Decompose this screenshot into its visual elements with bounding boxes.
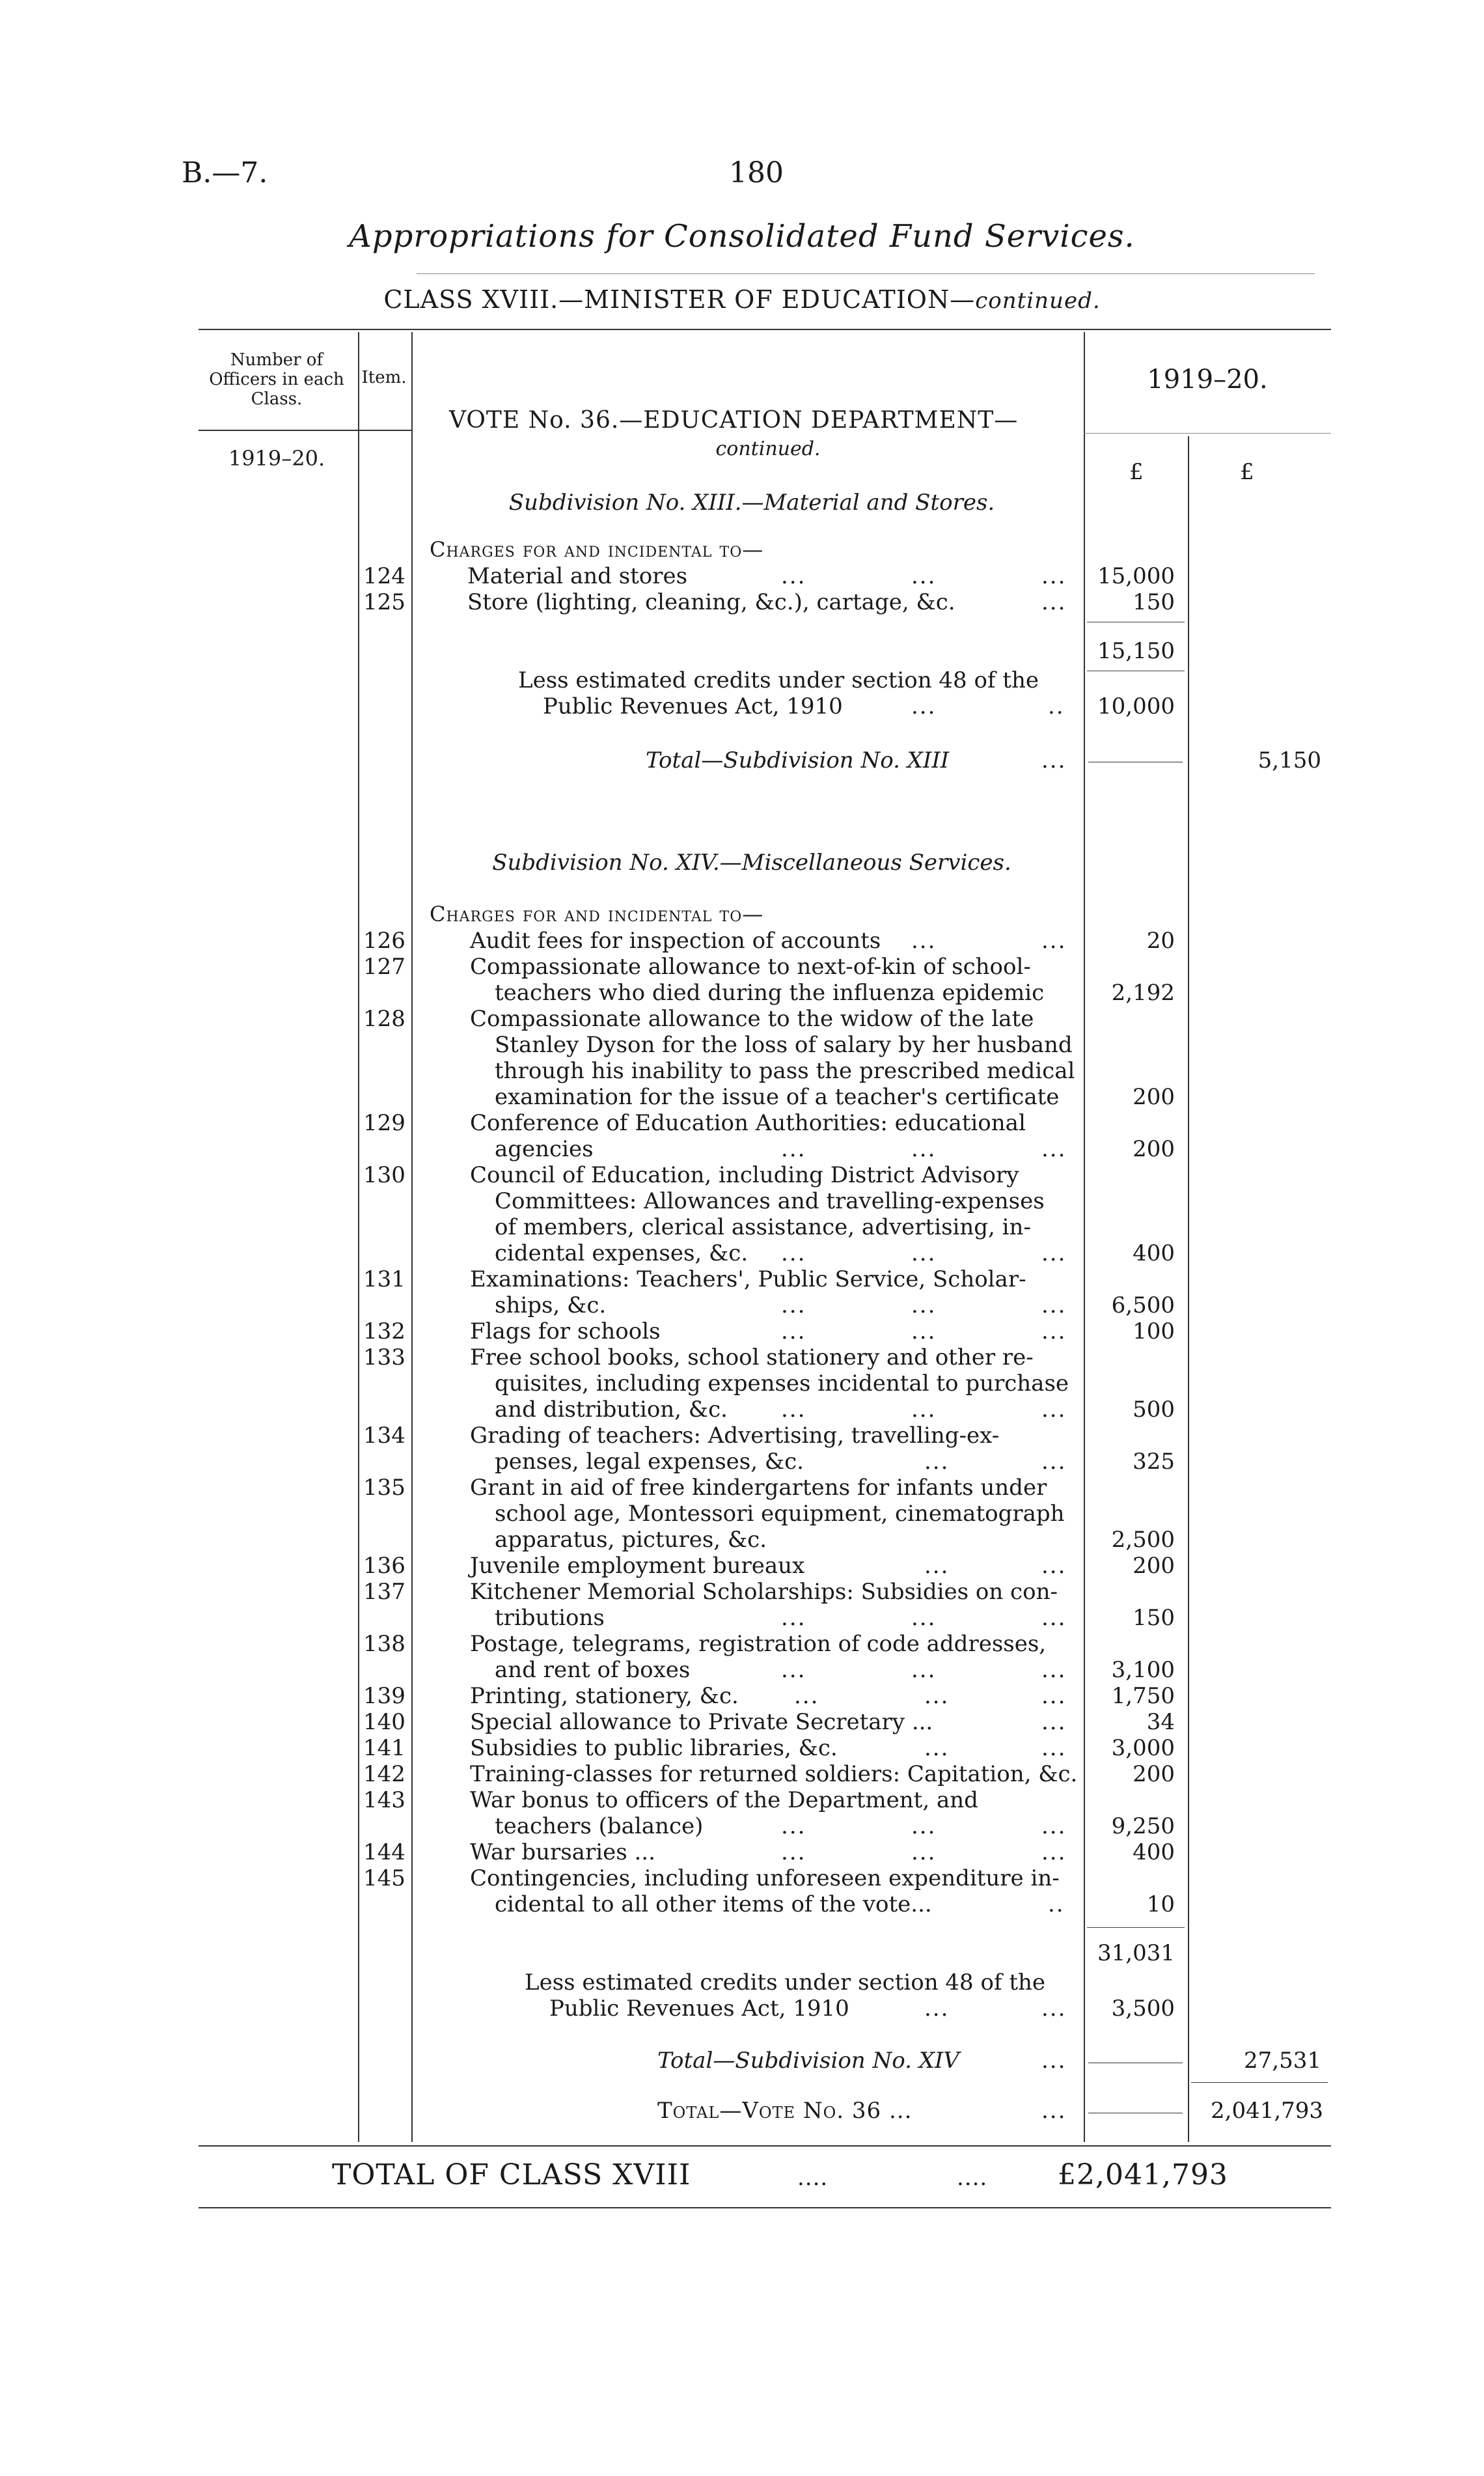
item-description: cidental expenses, &c. bbox=[495, 1240, 749, 1266]
page-reference: B.—7. bbox=[182, 156, 268, 189]
item-amount: 400 bbox=[1133, 1240, 1175, 1266]
item-description: tributions bbox=[495, 1605, 605, 1631]
officers-year: 1919–20. bbox=[228, 446, 325, 471]
amount-year: 1919–20. bbox=[1147, 365, 1268, 395]
col-rule-amount bbox=[1084, 332, 1085, 2142]
leader-dots: ... bbox=[781, 1292, 806, 1318]
item-description: Subsidies to public libraries, &c. bbox=[470, 1735, 838, 1761]
class-total-amount: £2,041,793 bbox=[1058, 2158, 1228, 2191]
leader-dots: ... bbox=[781, 1657, 806, 1683]
item-description: Council of Education, including District Advisory bbox=[470, 1162, 1019, 1188]
leader-dots: .. bbox=[1048, 693, 1065, 719]
vote-title: VOTE No. 36.—EDUCATION DEPARTMENT— bbox=[449, 407, 1019, 434]
item-description: Special allowance to Private Secretary ... bbox=[470, 1709, 933, 1735]
item-number: 132 bbox=[363, 1318, 405, 1344]
item-description: War bonus to officers of the Department, and bbox=[470, 1787, 978, 1813]
item-amount: 9,250 bbox=[1111, 1813, 1175, 1839]
leader-dots: ... bbox=[911, 928, 937, 954]
item-amount: 34 bbox=[1146, 1709, 1175, 1735]
item-description: Compassionate allowance to next-of-kin of school- bbox=[470, 954, 1031, 980]
item-description: Store (lighting, cleaning, &c.), cartage, &c. bbox=[467, 589, 955, 615]
class-total-label: TOTAL OF CLASS XVIII bbox=[332, 2158, 691, 2191]
leader-dots: ... bbox=[1041, 1813, 1067, 1839]
item-number: 126 bbox=[363, 928, 405, 954]
item-description: Training-classes for returned soldiers: Capitation, &c. bbox=[470, 1761, 1078, 1787]
class-total-top-rule bbox=[199, 2145, 1331, 2147]
less-credits-amount: 3,500 bbox=[1111, 1996, 1175, 2022]
leader-dots: ... bbox=[1041, 1240, 1067, 1266]
item-amount: 10 bbox=[1146, 1891, 1175, 1917]
item-amount: 200 bbox=[1133, 1136, 1175, 1162]
item-description: Printing, stationery, &c. bbox=[470, 1683, 739, 1709]
leader-dots: ... bbox=[1041, 2048, 1067, 2074]
leader-dots: ... bbox=[781, 1318, 806, 1344]
item-description: Committees: Allowances and travelling-expenses bbox=[495, 1188, 1045, 1214]
col-rule-item bbox=[411, 332, 413, 2142]
pound-sign: £ bbox=[1129, 459, 1144, 485]
leader-dots: ... bbox=[911, 1813, 937, 1839]
leader-dots: .... bbox=[957, 2165, 988, 2191]
item-amount: 200 bbox=[1133, 1553, 1175, 1579]
item-amount: 200 bbox=[1133, 1761, 1175, 1787]
leader-dots: ... bbox=[1041, 928, 1067, 954]
leader-dots: .... bbox=[797, 2165, 829, 2191]
item-amount: 150 bbox=[1133, 1605, 1175, 1631]
less-credits-line2: Public Revenues Act, 1910 bbox=[549, 1996, 849, 2022]
item-number: 140 bbox=[363, 1709, 405, 1735]
item-description: Grant in aid of free kindergartens for infants under bbox=[470, 1475, 1047, 1501]
leader-dots: ... bbox=[911, 563, 937, 589]
subdivision-heading: Subdivision No. XIV.—Miscellaneous Services. bbox=[492, 850, 1011, 876]
leader-dots: ... bbox=[1041, 1996, 1067, 2022]
leader-dots: ... bbox=[911, 1605, 937, 1631]
leader-dots: ... bbox=[1041, 1735, 1067, 1761]
item-description: apparatus, pictures, &c. bbox=[495, 1527, 767, 1553]
item-number: 142 bbox=[363, 1761, 405, 1787]
vote-total-label: Total—Vote No. 36 ... bbox=[657, 2098, 913, 2124]
item-number: 145 bbox=[363, 1865, 405, 1891]
item-amount: 2,500 bbox=[1111, 1527, 1175, 1553]
item-description: teachers who died during the influenza epidemic bbox=[495, 980, 1045, 1006]
item-description: Contingencies, including unforeseen expenditure in- bbox=[470, 1865, 1060, 1891]
item-number: 136 bbox=[363, 1553, 405, 1579]
leader-dots: ... bbox=[911, 1839, 937, 1865]
leader-dots: ... bbox=[1041, 1449, 1067, 1475]
item-column-header: Item. bbox=[361, 368, 407, 387]
leader-dots: ... bbox=[1041, 1839, 1067, 1865]
item-description: Examinations: Teachers', Public Service, Scholar- bbox=[470, 1266, 1026, 1292]
col-rule-officers bbox=[358, 332, 359, 2142]
item-description: school age, Montessori equipment, cinematograph bbox=[495, 1501, 1065, 1527]
item-description: Compassionate allowance to the widow of the late bbox=[470, 1006, 1034, 1032]
leader-dots: ... bbox=[924, 1553, 950, 1579]
item-amount: 15,000 bbox=[1097, 563, 1175, 589]
item-number: 125 bbox=[363, 589, 405, 615]
item-description: penses, legal expenses, &c. bbox=[495, 1449, 804, 1475]
leader-dots: ... bbox=[911, 1318, 937, 1344]
leader-dots: ... bbox=[1041, 1136, 1067, 1162]
leader-dots: ... bbox=[1041, 1292, 1067, 1318]
less-credits-amount: 10,000 bbox=[1097, 693, 1175, 719]
item-description: Audit fees for inspection of accounts bbox=[470, 928, 881, 954]
item-number: 144 bbox=[363, 1839, 405, 1865]
item-description: Free school books, school stationery and other re- bbox=[470, 1344, 1034, 1370]
subdivision-total: 5,150 bbox=[1257, 747, 1321, 773]
vote-total-amount: 2,041,793 bbox=[1211, 2098, 1324, 2124]
item-description: through his inability to pass the prescribed medical bbox=[495, 1058, 1075, 1084]
item-description: ships, &c. bbox=[495, 1292, 607, 1318]
pound-sign: £ bbox=[1240, 459, 1254, 485]
subdivision-total: 27,531 bbox=[1244, 2048, 1321, 2074]
item-description: cidental to all other items of the vote... bbox=[495, 1891, 932, 1917]
item-amount: 3,000 bbox=[1111, 1735, 1175, 1761]
item-amount: 150 bbox=[1133, 589, 1175, 615]
item-description: and rent of boxes bbox=[495, 1657, 691, 1683]
item-amount: 400 bbox=[1133, 1839, 1175, 1865]
leader-dots: ... bbox=[781, 1839, 806, 1865]
class-total-bottom-rule bbox=[199, 2207, 1331, 2208]
item-description: Juvenile employment bureaux bbox=[470, 1553, 805, 1579]
leader-dots: ... bbox=[781, 1605, 806, 1631]
less-credits-line1: Less estimated credits under section 48 of the bbox=[518, 667, 1039, 693]
leader-dots: ... bbox=[1041, 1657, 1067, 1683]
leader-dots: ... bbox=[781, 563, 806, 589]
item-description: and distribution, &c. bbox=[495, 1397, 728, 1423]
total-rule bbox=[1191, 2082, 1328, 2083]
page-title: Appropriations for Consolidated Fund Services. bbox=[349, 218, 1135, 255]
item-description: War bursaries ... bbox=[470, 1839, 655, 1865]
item-number: 143 bbox=[363, 1787, 405, 1813]
subdivision-total-label: Total—Subdivision No. XIV bbox=[657, 2048, 959, 2074]
less-credits-line2: Public Revenues Act, 1910 bbox=[543, 693, 843, 719]
year-head-rule bbox=[1084, 433, 1331, 434]
item-amount: 3,100 bbox=[1111, 1657, 1175, 1683]
leader-dots: ... bbox=[1041, 1709, 1067, 1735]
item-amount: 200 bbox=[1133, 1084, 1175, 1110]
page-number: 180 bbox=[729, 156, 784, 189]
subtotal-rule bbox=[1087, 1927, 1185, 1928]
item-amount: 100 bbox=[1133, 1318, 1175, 1344]
leader-dots: ... bbox=[1041, 1605, 1067, 1631]
leader-dots: ... bbox=[1041, 589, 1067, 615]
leader-dots: ... bbox=[1041, 1318, 1067, 1344]
item-description: of members, clerical assistance, advertising, in- bbox=[495, 1214, 1031, 1240]
subtotal-amount: 15,150 bbox=[1097, 638, 1175, 664]
item-number: 137 bbox=[363, 1579, 405, 1605]
leader-dots: ... bbox=[911, 693, 937, 719]
officers-column-header: Number of Officers in each Class. bbox=[209, 350, 344, 409]
item-description: quisites, including expenses incidental to purchase bbox=[495, 1370, 1069, 1397]
leader-dots: ... bbox=[781, 1397, 806, 1423]
leader-dots: ... bbox=[1041, 1683, 1067, 1709]
item-description: agencies bbox=[495, 1136, 594, 1162]
item-description: teachers (balance) bbox=[495, 1813, 704, 1839]
item-number: 131 bbox=[363, 1266, 405, 1292]
leader-dots: ... bbox=[911, 1136, 937, 1162]
leader-dots: ... bbox=[1041, 563, 1067, 589]
charges-heading: Charges for and incidental to— bbox=[430, 537, 764, 562]
leader-dots: ... bbox=[911, 1292, 937, 1318]
leader-dots: ... bbox=[911, 1657, 937, 1683]
leader-dots: ... bbox=[924, 1683, 950, 1709]
leader-dots: ... bbox=[781, 1136, 806, 1162]
leader-dots: ... bbox=[1041, 747, 1067, 773]
leader-dots: ... bbox=[924, 1449, 950, 1475]
item-number: 128 bbox=[363, 1006, 405, 1032]
item-description: Stanley Dyson for the loss of salary by her husband bbox=[495, 1032, 1073, 1058]
subtotal-amount: 31,031 bbox=[1097, 1940, 1175, 1966]
leader-dots: ... bbox=[911, 1240, 937, 1266]
item-description: Kitchener Memorial Scholarships: Subsidies on con- bbox=[470, 1579, 1058, 1605]
col-rule-total bbox=[1188, 436, 1189, 2142]
leader-dots: ... bbox=[794, 1683, 819, 1709]
item-amount: 1,750 bbox=[1111, 1683, 1175, 1709]
item-amount: 6,500 bbox=[1111, 1292, 1175, 1318]
item-description: Flags for schools bbox=[470, 1318, 661, 1344]
item-description: Postage, telegrams, registration of code addresses, bbox=[470, 1631, 1047, 1657]
leader-dots: .. bbox=[1048, 1891, 1065, 1917]
leader-dots: ... bbox=[924, 1996, 950, 2022]
item-description: Grading of teachers: Advertising, travelling-ex- bbox=[470, 1423, 1000, 1449]
item-amount: 20 bbox=[1146, 928, 1175, 954]
item-number: 135 bbox=[363, 1475, 405, 1501]
leader-dots: ... bbox=[1041, 2098, 1067, 2124]
class-heading: CLASS XVIII.—MINISTER OF EDUCATION—continued. bbox=[383, 285, 1101, 314]
divider bbox=[417, 273, 1315, 274]
item-amount: 500 bbox=[1133, 1397, 1175, 1423]
subdivision-heading: Subdivision No. XIII.—Material and Stores. bbox=[508, 490, 995, 516]
item-number: 141 bbox=[363, 1735, 405, 1761]
item-description: examination for the issue of a teacher's certificate bbox=[495, 1084, 1060, 1110]
item-number: 127 bbox=[363, 954, 405, 980]
item-number: 124 bbox=[363, 563, 405, 589]
item-number: 133 bbox=[363, 1344, 405, 1370]
charges-heading: Charges for and incidental to— bbox=[430, 902, 764, 926]
item-number: 129 bbox=[363, 1110, 405, 1136]
subdivision-total-label: Total—Subdivision No. XIII bbox=[646, 747, 950, 773]
leader-dots: ... bbox=[911, 1397, 937, 1423]
item-number: 138 bbox=[363, 1631, 405, 1657]
leader-dots: ... bbox=[924, 1735, 950, 1761]
item-description: Material and stores bbox=[467, 563, 688, 589]
item-amount: 325 bbox=[1133, 1449, 1175, 1475]
leader-dots: ... bbox=[1041, 1397, 1067, 1423]
item-description: Conference of Education Authorities: educational bbox=[470, 1110, 1026, 1136]
item-number: 139 bbox=[363, 1683, 405, 1709]
item-amount: 2,192 bbox=[1111, 980, 1175, 1006]
item-number: 130 bbox=[363, 1162, 405, 1188]
leader-dots: ... bbox=[781, 1240, 806, 1266]
item-head-rule bbox=[358, 430, 411, 431]
less-credits-line1: Less estimated credits under section 48 of the bbox=[525, 1969, 1046, 1996]
table-top-rule bbox=[199, 329, 1331, 330]
vote-continued: continued. bbox=[715, 438, 821, 460]
officers-head-rule bbox=[199, 430, 358, 431]
leader-dots: ... bbox=[781, 1813, 806, 1839]
leader-dots: ... bbox=[1041, 1553, 1067, 1579]
item-number: 134 bbox=[363, 1423, 405, 1449]
